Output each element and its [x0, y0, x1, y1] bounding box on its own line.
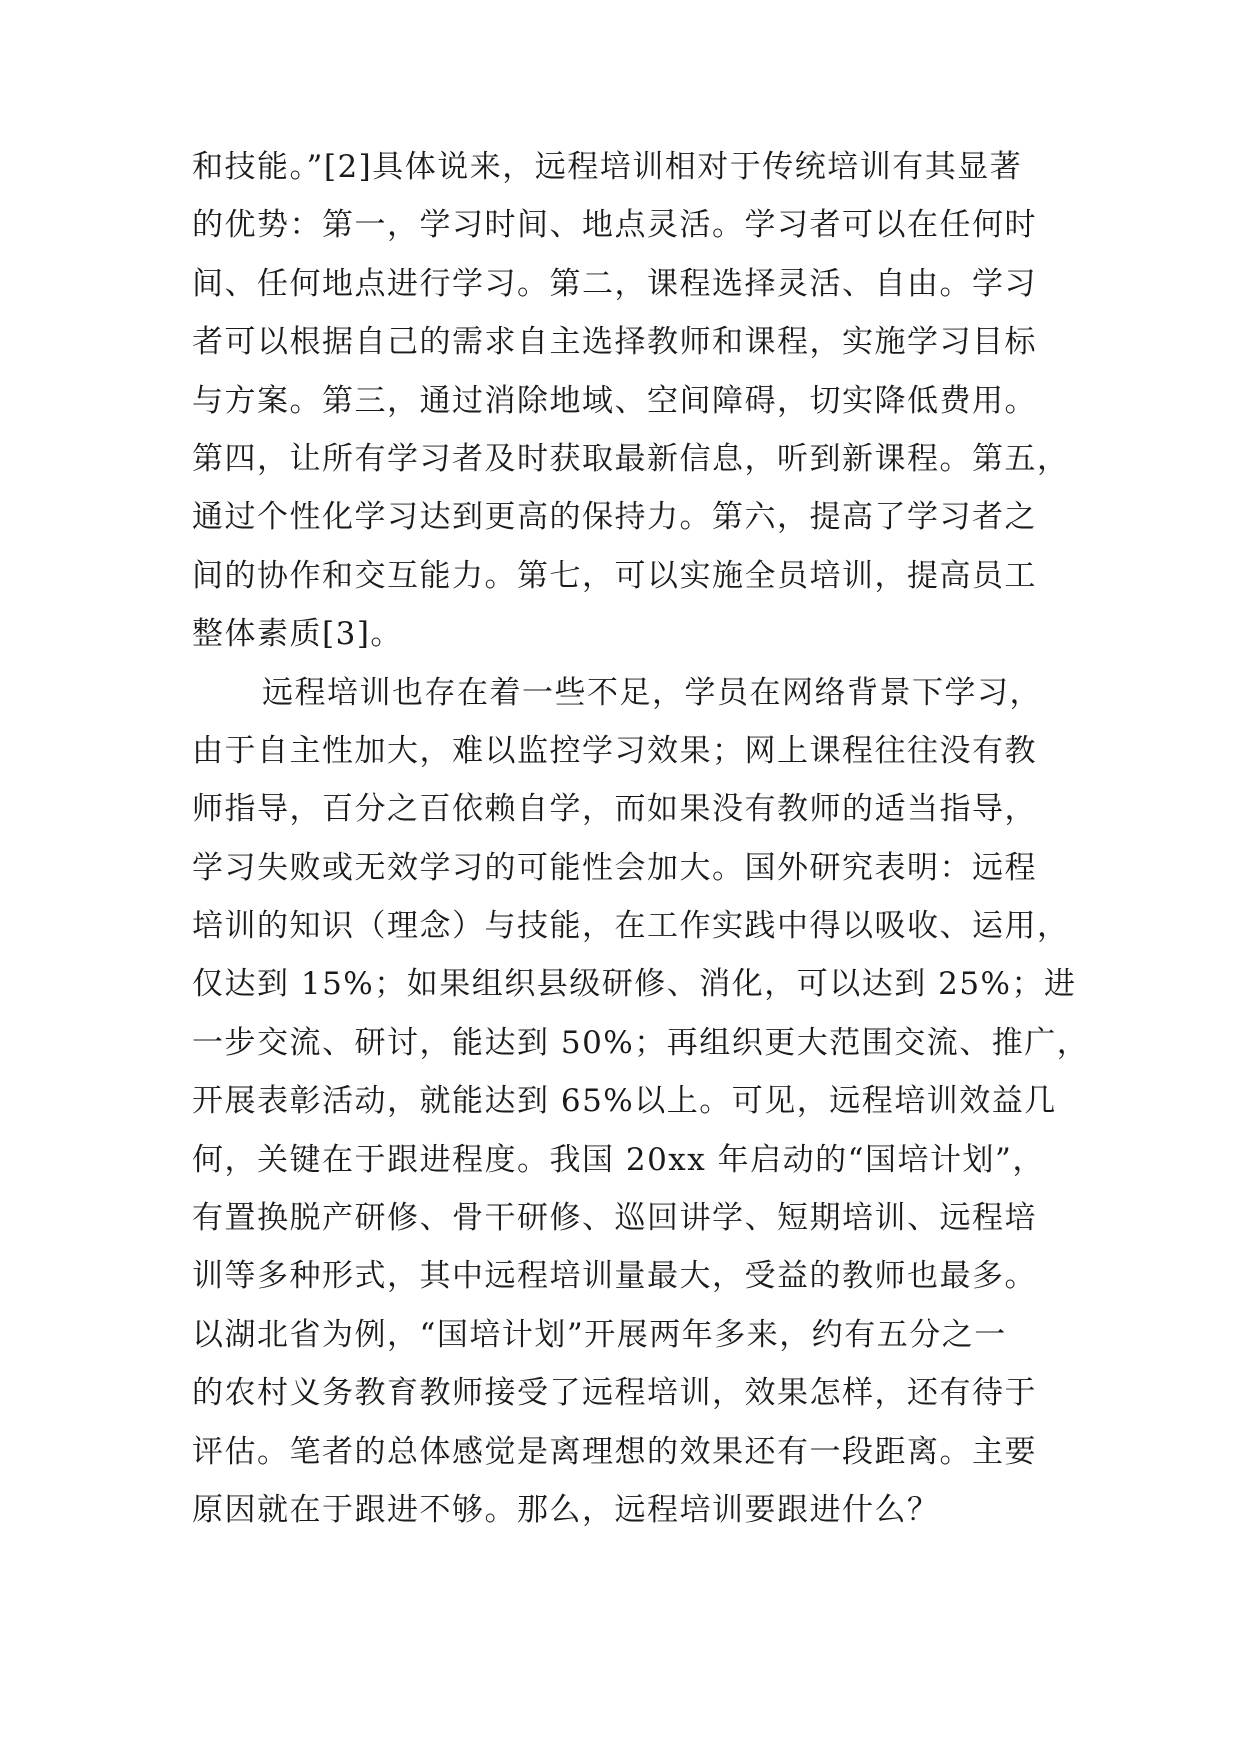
paragraph-1: [192, 138, 1072, 664]
paragraph-line: 通过个性化学习达到更高的保持力。第六，提高了学习者之: [192, 499, 1037, 536]
paragraph-line: 仅达到 15%；如果组织县级研修、消化，可以达到 25%；进: [192, 966, 1077, 1003]
paragraph-line: 原因就在于跟进不够。那么，远程培训要跟进什么？: [192, 1491, 940, 1528]
paragraph-line: 师指导，百分之百依赖自学，而如果没有教师的适当指导，: [192, 791, 1037, 828]
paragraph-line: 由于自主性加大，难以监控学习效果；网上课程往往没有教: [192, 732, 1037, 769]
paragraph-line: 训等多种形式，其中远程培训量最大，受益的教师也最多。: [192, 1258, 1037, 1295]
document-body: [192, 138, 1090, 1539]
paragraph-line: 何，关键在于跟进程度。我国 20xx 年启动的“国培计划”，: [192, 1141, 1045, 1178]
paragraph-line: 评估。笔者的总体感觉是离理想的效果还有一段距离。主要: [192, 1433, 1037, 1470]
paragraph-line: 有置换脱产研修、骨干研修、巡回讲学、短期培训、远程培: [192, 1200, 1037, 1237]
paragraph-line: 远程培训也存在着一些不足，学员在网络背景下学习，: [262, 674, 1042, 711]
paragraph-line: 与方案。第三，通过消除地域、空间障碍，切实降低费用。: [192, 382, 1037, 419]
paragraph-line: 学习失败或无效学习的可能性会加大。国外研究表明：远程: [192, 849, 1037, 886]
paragraph-line: 的农村义务教育教师接受了远程培训，效果怎样，还有待于: [192, 1375, 1037, 1412]
paragraph-line: 开展表彰活动，就能达到 65%以上。可见，远程培训效益几: [192, 1083, 1057, 1120]
paragraph-line: 间的协作和交互能力。第七，可以实施全员培训，提高员工: [192, 557, 1037, 594]
paragraph-line: 以湖北省为例，“国培计划”开展两年多来，约有五分之一: [192, 1316, 1007, 1353]
paragraph-line: 和技能。”[2]具体说来，远程培训相对于传统培训有其显著: [192, 149, 1023, 185]
paragraph-2: [192, 664, 1090, 1540]
paragraph-line: 的优势：第一，学习时间、地点灵活。学习者可以在任何时: [192, 207, 1037, 244]
paragraph-line: 培训的知识（理念）与技能，在工作实践中得以吸收、运用，: [192, 908, 1070, 945]
paragraph-line: 一步交流、研讨，能达到 50%；再组织更大范围交流、推广，: [192, 1024, 1090, 1061]
paragraph-line: 间、任何地点进行学习。第二，课程选择灵活、自由。学习: [192, 265, 1037, 302]
paragraph-line: 整体素质[3]。: [192, 616, 403, 653]
paragraph-line: 第四，让所有学习者及时获取最新信息，听到新课程。第五，: [192, 440, 1070, 477]
paragraph-line: 者可以根据自己的需求自主选择教师和课程，实施学习目标: [192, 324, 1037, 361]
